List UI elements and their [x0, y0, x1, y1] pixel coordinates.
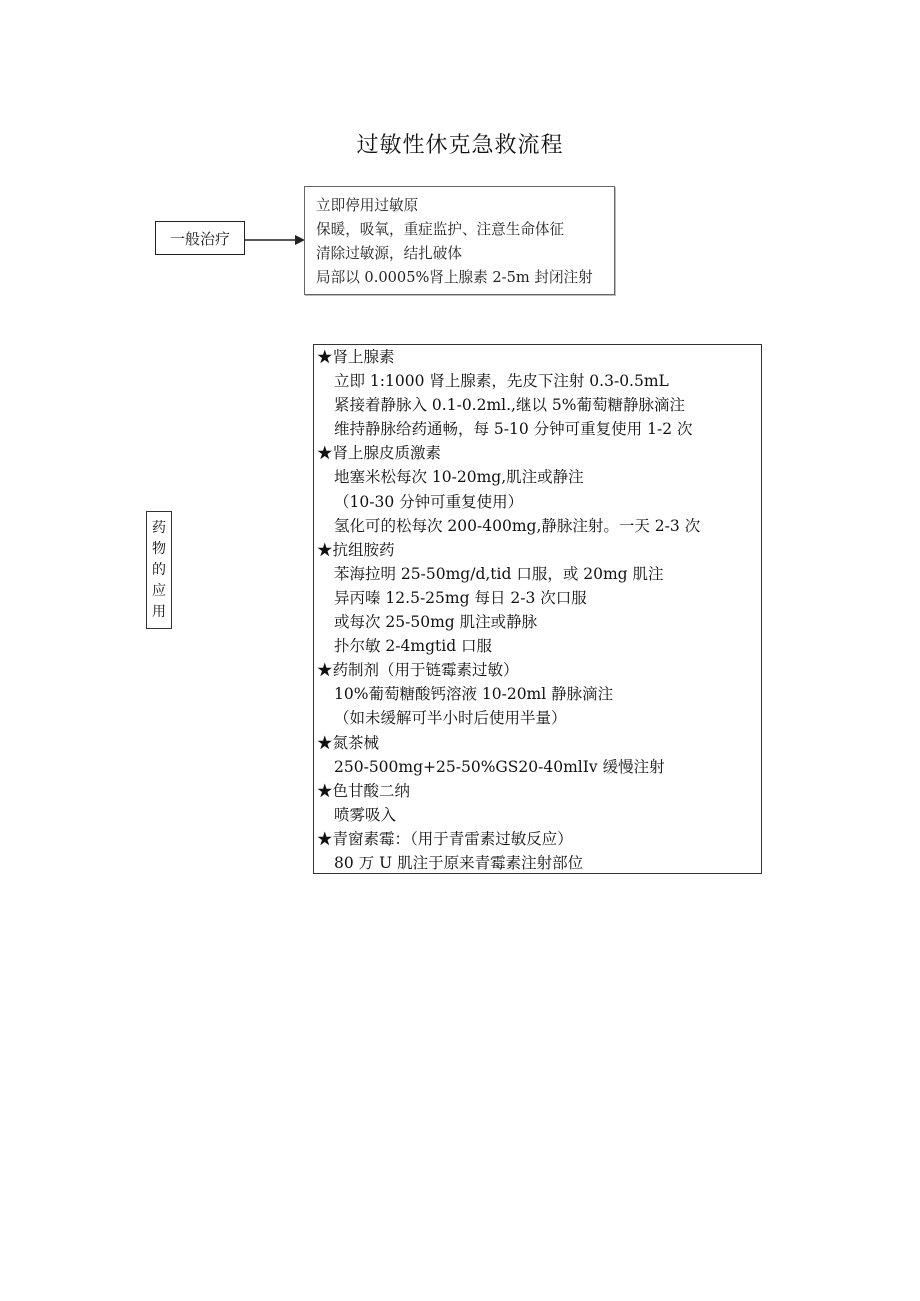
label-char: 应: [152, 582, 166, 599]
drug-line: 地塞米松每次 10-20mg,肌注或静注: [334, 468, 584, 487]
drug-heading: ★肾上腺皮质激素: [317, 444, 442, 463]
drug-application-box: [313, 344, 762, 874]
general-line: 局部以 0.0005%肾上腺素 2-5m 封闭注射: [316, 269, 593, 286]
arrow-right-icon: [245, 230, 307, 250]
drug-line: 立即 1:1000 肾上腺素，先皮下注射 0.3-0.5mL: [334, 372, 669, 391]
drug-line: （10-30 分钟可重复使用）: [334, 492, 524, 511]
drug-line: 250-500mg+25-50%GS20-40mlIv 缓慢注射: [334, 757, 665, 776]
drug-heading: ★抗组胺药: [317, 540, 395, 559]
drug-heading: ★肾上腺素: [317, 348, 395, 366]
label-char: 药: [152, 519, 166, 536]
page-title: 过敏性休克急救流程: [356, 133, 564, 158]
drug-heading: ★青窗素霉：（用于青雷素过敏反应）: [317, 829, 573, 848]
drug-line: （如未缓解可半小时后使用半量）: [334, 709, 567, 728]
drug-line: 维持静脉给药通畅，每 5-10 分钟可重复使用 1-2 次: [334, 420, 693, 439]
drug-line: 苯海拉明 25-50mg/d,tid 口服，或 20mg 肌注: [334, 564, 664, 583]
general-treatment-label-text: 一般治疗: [169, 229, 230, 248]
drug-heading: ★色甘酸二纳: [317, 781, 411, 800]
drug-line: 异丙嗪 12.5-25mg 每日 2-3 次口服: [334, 588, 587, 607]
drug-line: 喷雾吸入: [334, 805, 397, 824]
general-treatment-box: [304, 186, 615, 295]
general-line: 保暖，吸氧，重症监护、注意生命体征: [316, 221, 565, 238]
general-treatment-label: [155, 221, 245, 255]
drug-line: 10%葡萄糖酸钙溶液 10-20ml 静脉滴注: [334, 685, 614, 704]
drug-line: 氢化可的松每次 200-400mg,静脉注射。一天 2-3 次: [334, 516, 701, 535]
drug-heading: ★药制剂（用于链霉素过敏）: [317, 661, 519, 680]
label-char: 物: [152, 540, 166, 557]
drug-heading: ★氮茶械: [317, 733, 380, 752]
label-char: 用: [152, 603, 166, 620]
label-char: 的: [152, 561, 166, 578]
drug-line: 或每次 25-50mg 肌注或静脉: [334, 613, 538, 632]
drug-line: 扑尔敏 2-4mgtid 口服: [334, 637, 493, 656]
drug-line: 紧接着静脉入 0.1-0.2ml.,继以 5%葡萄糖静脉滴注: [334, 396, 685, 415]
drug-line: 80 万 U 肌注于原来青霉素注射部位: [334, 853, 584, 872]
general-line: 立即停用过敏原: [316, 197, 419, 214]
general-line: 清除过敏源，结扎破体: [316, 245, 462, 262]
drug-application-label: [146, 511, 172, 629]
